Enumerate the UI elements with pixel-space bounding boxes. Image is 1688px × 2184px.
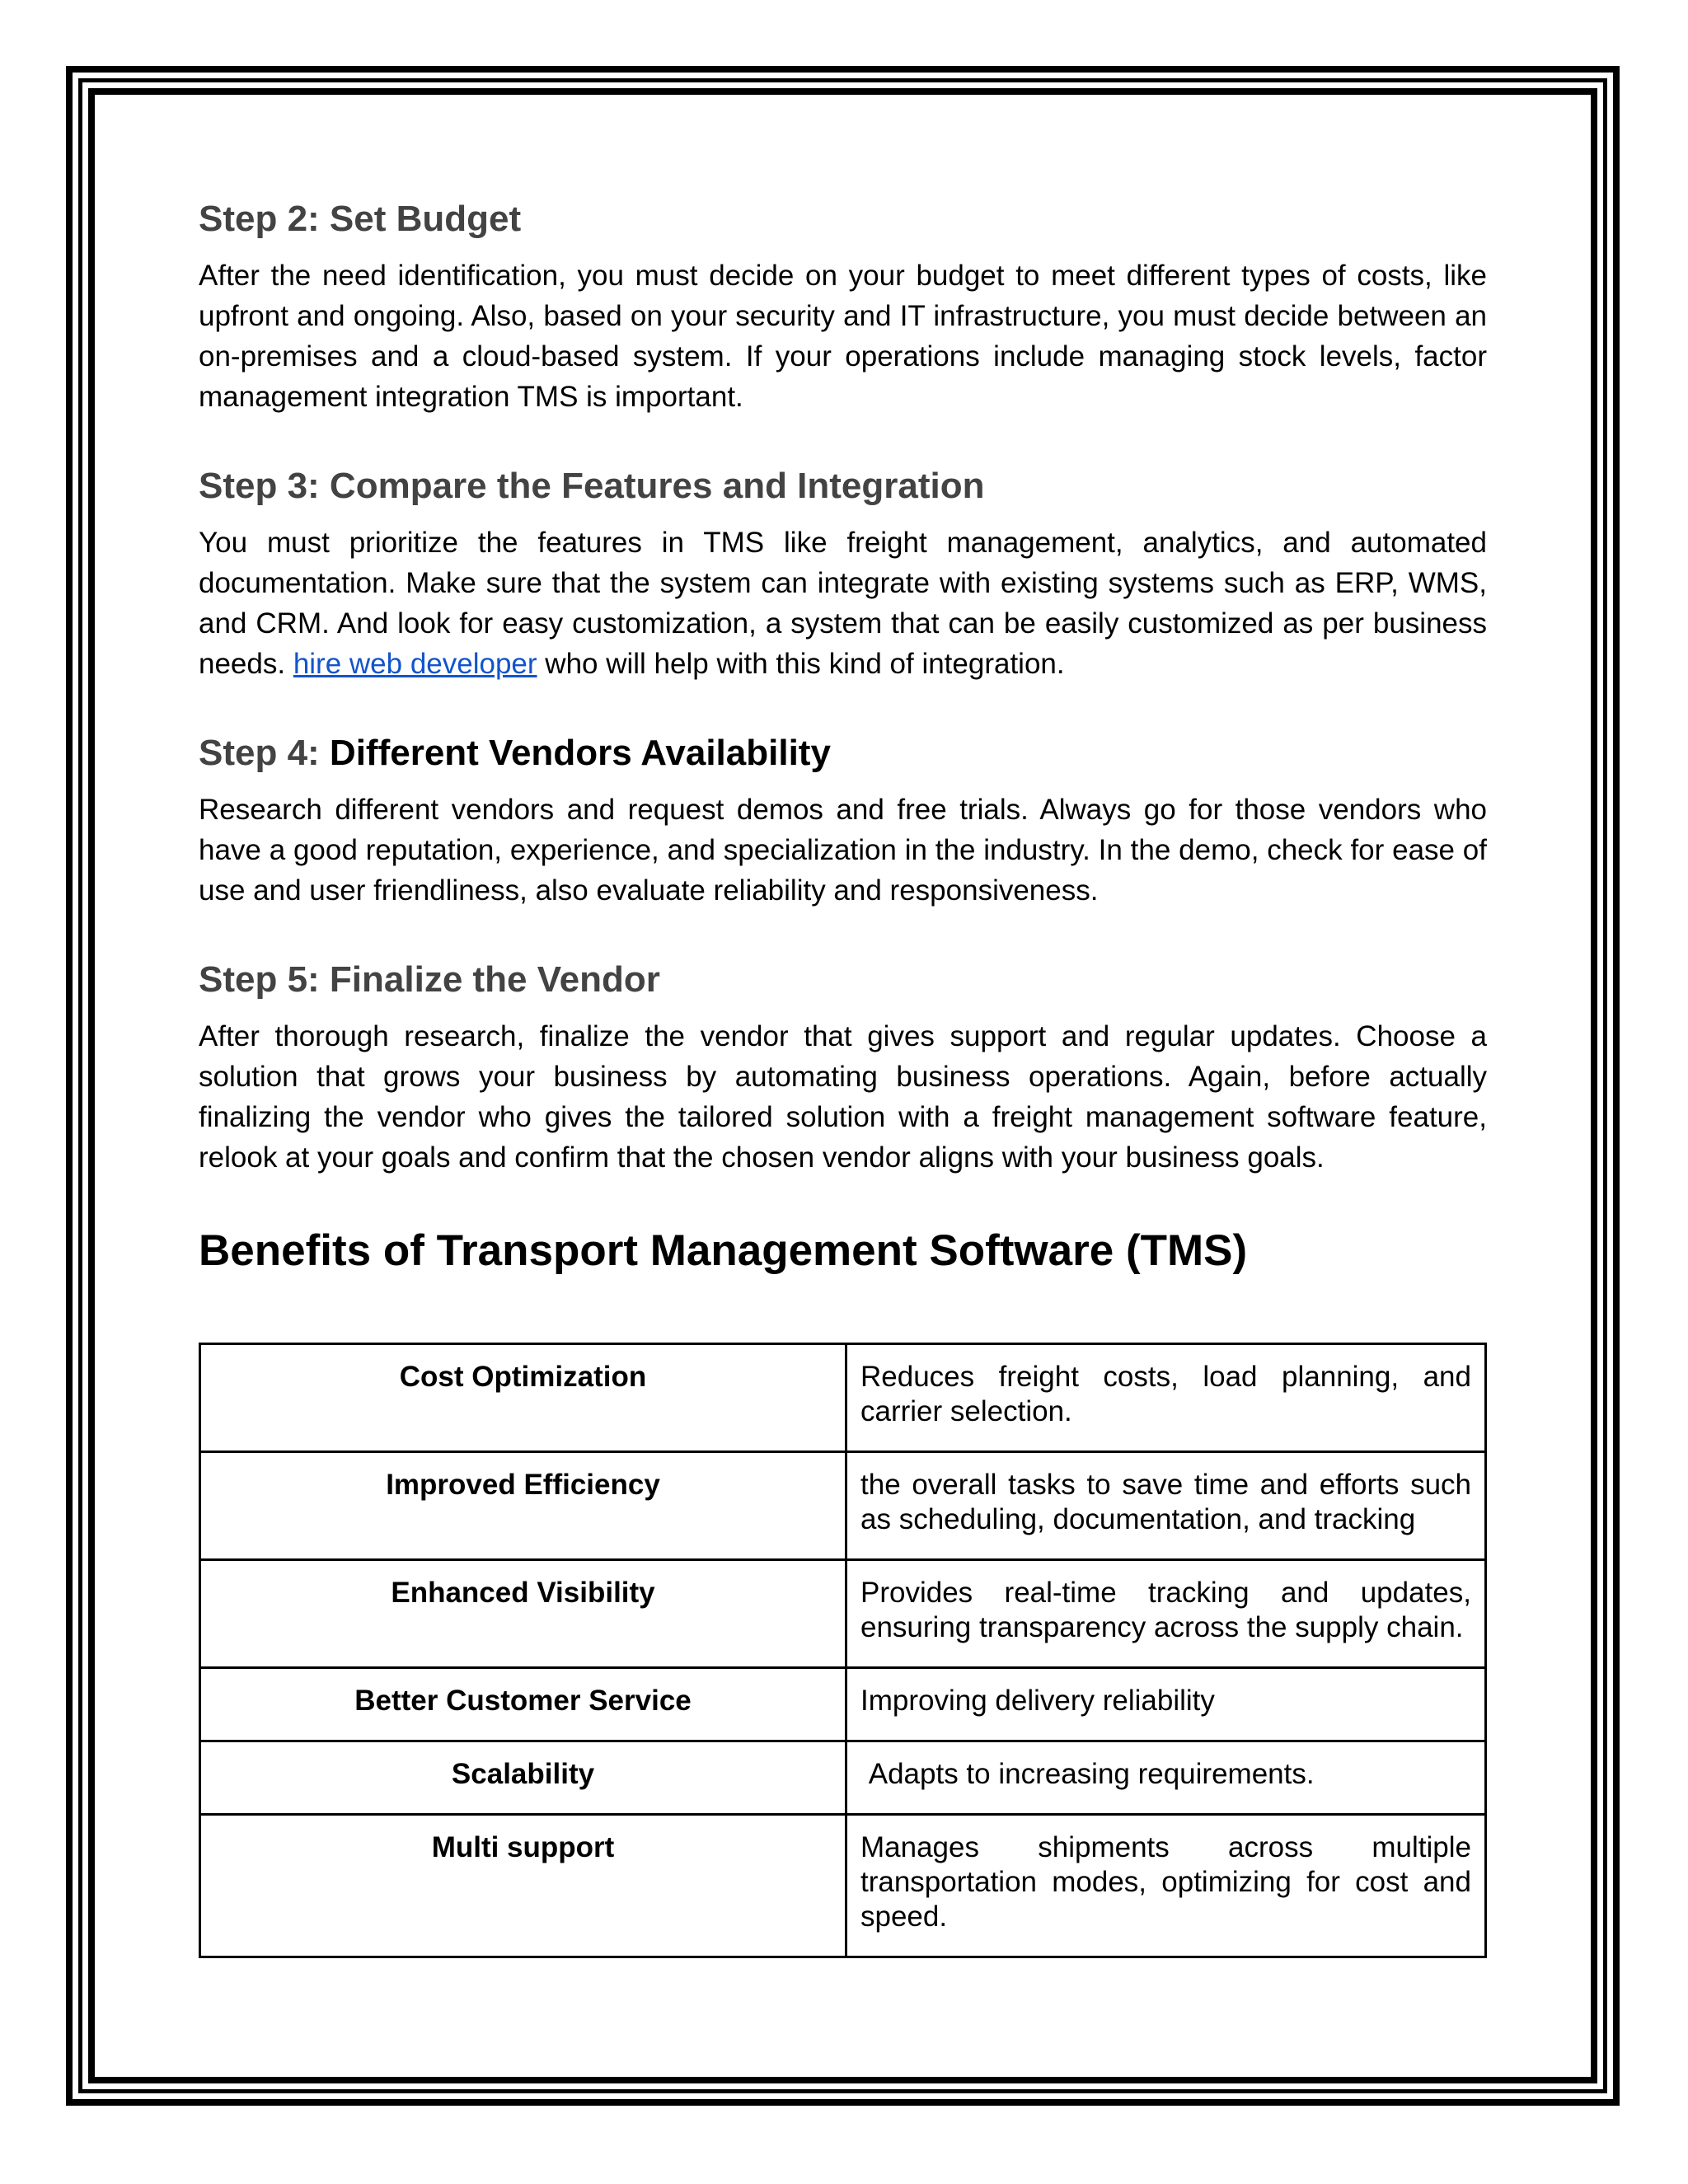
- step-5-title: Finalize the Vendor: [329, 959, 660, 1000]
- step-4-heading: [199, 732, 1487, 775]
- step-4-prefix: Step 4:: [199, 733, 330, 773]
- step-3-section: [199, 465, 1487, 684]
- table-row: [200, 1344, 1486, 1452]
- benefits-table: [199, 1343, 1487, 1958]
- step-5-heading: [199, 958, 1487, 1001]
- step-4-title: Different Vendors Availability: [329, 733, 831, 773]
- benefit-description: Provides real-time tracking and updates, ensuring transparency across the supply chain.: [846, 1560, 1486, 1668]
- benefit-description: Reduces freight costs, load planning, and carrier selection.: [846, 1344, 1486, 1452]
- table-row: [200, 1560, 1486, 1668]
- step-4-paragraph: Research different vendors and request demos and free trials. Always go for those vendors who have a good reputation, experience, and specialization in the industry. In the demo, check for ease of use and user friendliness, also evaluate reliability and responsiveness.: [199, 794, 1487, 907]
- benefits-title: Benefits of Transport Management Software (TMS): [199, 1226, 1248, 1275]
- document-content: [199, 198, 1487, 1958]
- benefit-label: Better Customer Service: [200, 1668, 846, 1741]
- step-3-paragraph: [199, 523, 1487, 684]
- step-2-heading: [199, 198, 1487, 241]
- step-3-title: Compare the Features and Integration: [329, 466, 985, 506]
- step-2-paragraph: After the need identification, you must decide on your budget to meet different types of costs, like upfront and ongoing. Also, based on your security and IT infrastructure, you must decide between an on-premises and a cloud-based system. If your operations include managing stock levels, factor management integration TMS is important.: [199, 260, 1487, 413]
- benefit-description: Manages shipments across multiple transportation modes, optimizing for cost and speed.: [846, 1815, 1486, 1957]
- step-5-paragraph: After thorough research, finalize the vendor that gives support and regular updates. Choose a solution that grows your business by automating business operations. Again, before actually finalizing the vendor who gives the tailored solution with a freight management software feature, relook at your goals and confirm that the chosen vendor aligns with your business goals.: [199, 1020, 1487, 1174]
- table-row: [200, 1815, 1486, 1957]
- step-3-text-before-link: You must prioritize the features in TMS like freight management, analytics, and automated documentation. Make sure that the system can integrate with existing systems such as ERP, WMS, and CRM. And look for easy customization, a system that can be easily customized as per business needs.: [199, 527, 1487, 680]
- benefit-description: Improving delivery reliability: [846, 1668, 1486, 1741]
- table-row: [200, 1668, 1486, 1741]
- step-5-prefix: Step 5:: [199, 959, 330, 1000]
- step-3-heading: [199, 465, 1487, 508]
- step-5-section: [199, 958, 1487, 1178]
- benefit-description: the overall tasks to save time and efforts such as scheduling, documentation, and tracking: [846, 1452, 1486, 1560]
- benefit-label: Scalability: [200, 1741, 846, 1815]
- step-3-prefix: Step 3:: [199, 466, 330, 506]
- step-2-section: [199, 198, 1487, 417]
- benefit-label: Enhanced Visibility: [200, 1560, 846, 1668]
- benefit-label: Improved Efficiency: [200, 1452, 846, 1560]
- table-row: [200, 1452, 1486, 1560]
- benefit-description: Adapts to increasing requirements.: [846, 1741, 1486, 1815]
- step-3-text-after-link: who will help with this kind of integration.: [537, 648, 1065, 680]
- benefit-label: Multi support: [200, 1815, 846, 1957]
- step-4-section: [199, 732, 1487, 911]
- step-2-prefix: Step 2:: [199, 199, 330, 239]
- benefit-label: Cost Optimization: [200, 1344, 846, 1452]
- hire-web-developer-link[interactable]: hire web developer: [293, 648, 537, 680]
- step-2-title: Set Budget: [329, 199, 522, 239]
- table-row: [200, 1741, 1486, 1815]
